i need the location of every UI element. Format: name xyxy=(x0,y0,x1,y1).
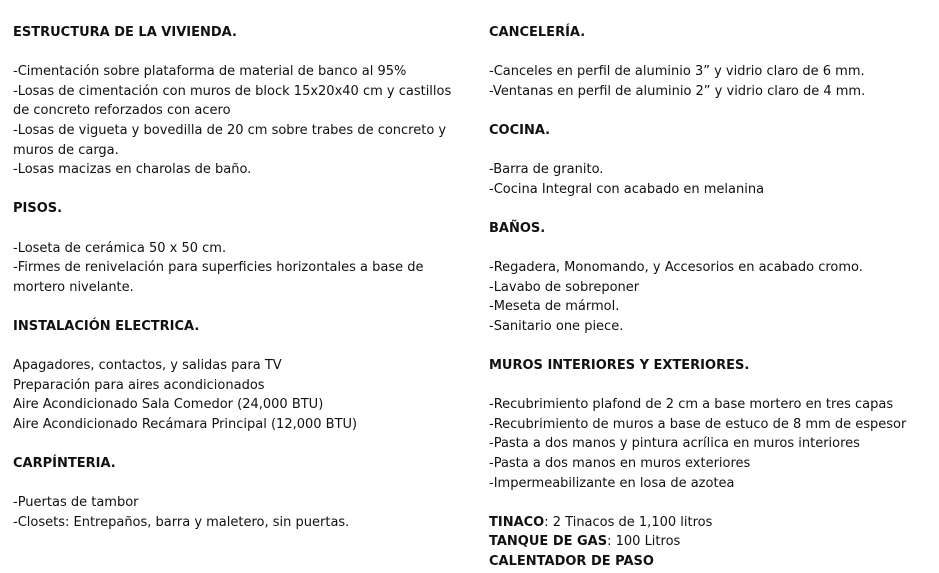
list-item: mortero nivelante. xyxy=(13,279,134,295)
gas-label: TANQUE DE GAS xyxy=(489,534,608,550)
list-item: -Ventanas en perfil de aluminio 2” y vidrio claro de 4 mm. xyxy=(489,83,866,99)
tinaco-label: TINACO xyxy=(489,514,545,530)
list-item: -Sanitario one piece. xyxy=(489,318,624,334)
gas-line xyxy=(489,532,929,552)
gas-value: : 100 Litros xyxy=(607,534,681,550)
list-item: -Firmes de renivelación para superficies horizontales a base de xyxy=(13,260,424,276)
section-title-instalacion: INSTALACIÓN ELECTRICA. xyxy=(13,318,200,334)
list-item: -Cimentación sobre plataforma de material de banco al 95% xyxy=(13,64,407,80)
left-column xyxy=(13,23,468,532)
list-item: -Canceles en perfil de aluminio 3” y vidrio claro de 6 mm. xyxy=(489,64,865,80)
section-title-estructura: ESTRUCTURA DE LA VIVIENDA. xyxy=(13,25,237,40)
list-item: -Losas de vigueta y bovedilla de 20 cm sobre trabes de concreto y xyxy=(13,122,447,138)
list-item: muros de carga. xyxy=(13,142,119,158)
list-item: de concreto reforzados con acero xyxy=(13,103,231,119)
list-item: -Meseta de mármol. xyxy=(489,299,620,315)
list-item: Apagadores, contactos, y salidas para TV xyxy=(13,358,282,374)
list-item: -Pasta a dos manos y pintura acrílica en muros interiores xyxy=(489,436,860,452)
right-column xyxy=(489,23,929,572)
section-title-canceleria: CANCELERÍA. xyxy=(489,25,586,40)
list-item: -Losas de cimentación con muros de block 15x20x40 cm y castillos xyxy=(13,83,452,99)
tinaco-line xyxy=(489,513,929,533)
section-title-cocina: COCINA. xyxy=(489,122,551,138)
list-item: Preparación para aires acondicionados xyxy=(13,377,265,393)
list-item: -Pasta a dos manos en muros exteriores xyxy=(489,456,751,472)
list-item: -Recubrimiento de muros a base de estuco de 8 mm de espesor xyxy=(489,416,907,432)
list-item: Aire Acondicionado Sala Comedor (24,000 BTU) xyxy=(13,397,324,413)
section-title-banos: BAÑOS. xyxy=(489,220,546,236)
list-item: -Loseta de cerámica 50 x 50 cm. xyxy=(13,240,227,256)
list-item: -Barra de granito. xyxy=(489,162,604,178)
list-item: -Recubrimiento plafond de 2 cm a base mortero en tres capas xyxy=(489,397,894,413)
list-item: -Impermeabilizante en losa de azotea xyxy=(489,475,735,491)
list-item: -Cocina Integral con acabado en melanina xyxy=(489,181,765,197)
section-title-pisos: PISOS. xyxy=(13,201,63,217)
list-item: -Lavabo de sobreponer xyxy=(489,279,640,295)
list-item: Aire Acondicionado Recámara Principal (12,000 BTU) xyxy=(13,416,358,432)
list-item: -Puertas de tambor xyxy=(13,495,139,511)
tinaco-value: : 2 Tinacos de 1,100 litros xyxy=(544,514,713,530)
list-item: -Regadera, Monomando, y Accesorios en acabado cromo. xyxy=(489,260,863,276)
list-item: -Closets: Entrepaños, barra y maletero, sin puertas. xyxy=(13,514,350,530)
section-title-muros: MUROS INTERIORES Y EXTERIORES. xyxy=(489,358,750,374)
list-item: -Losas macizas en charolas de baño. xyxy=(13,162,252,178)
calentador-label: CALENTADOR DE PASO xyxy=(489,554,654,570)
section-title-carpinteria: CARPÍNTERIA. xyxy=(13,456,116,472)
